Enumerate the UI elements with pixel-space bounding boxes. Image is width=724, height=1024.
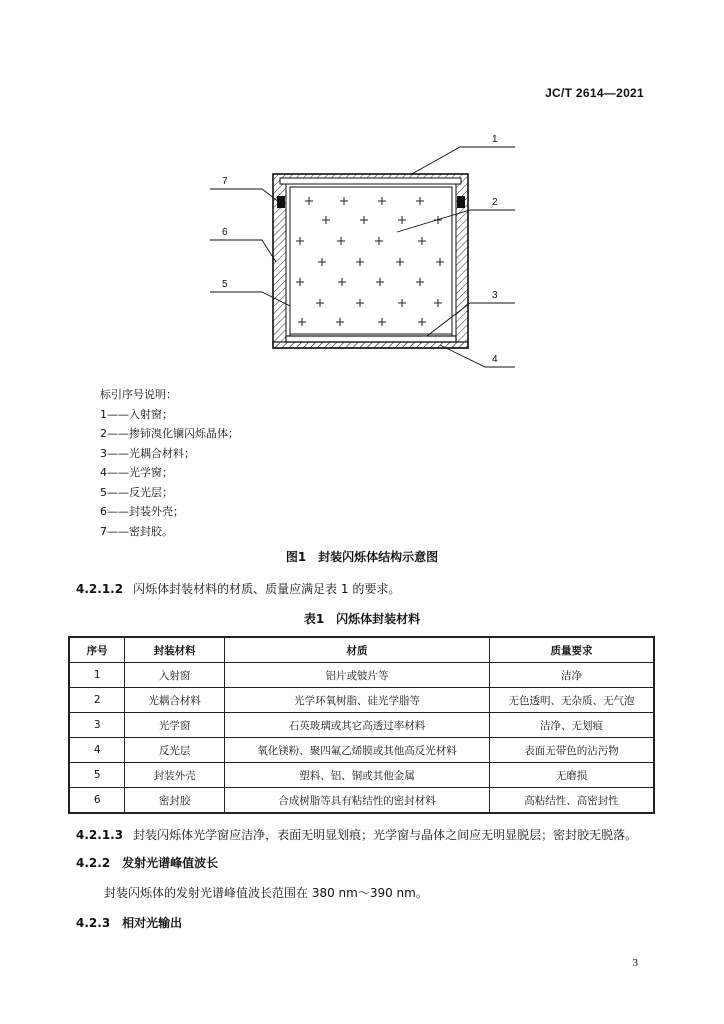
cell: 氧化镁粉、聚四氟乙烯膜或其他高反光材料 xyxy=(225,738,490,763)
legend-item: 4——光学窗； xyxy=(100,466,173,479)
cell: 4 xyxy=(69,738,125,763)
table-row xyxy=(69,738,654,763)
cell: 光学环氧树脂、硅光学脂等 xyxy=(225,688,490,713)
callout-7: 7 xyxy=(222,176,228,187)
cell: 高粘结性、高密封性 xyxy=(490,788,654,814)
cell: 塑料、铝、铜或其他金属 xyxy=(225,763,490,788)
legend-item: 5——反光层； xyxy=(100,485,173,499)
cell: 光学窗 xyxy=(125,713,225,738)
legend-item: 3——光耦合材料； xyxy=(100,446,195,460)
header-index: 序号 xyxy=(69,637,125,663)
figure-legend xyxy=(100,385,239,541)
standard-code: JC/T 2614—2021 xyxy=(545,86,644,100)
cell: 6 xyxy=(69,788,125,814)
page-number: 3 xyxy=(632,957,638,969)
cell: 铝片或铍片等 xyxy=(225,663,490,688)
encapsulated-scintillator-diagram xyxy=(0,0,724,380)
legend-item: 1——入射窗； xyxy=(100,407,173,421)
optical-window xyxy=(286,336,456,342)
cell: 合成树脂等具有粘结性的密封材料 xyxy=(225,788,490,814)
figure-caption: 图1 封装闪烁体结构示意图 xyxy=(285,550,439,564)
callout-1: 1 xyxy=(492,134,498,145)
legend-item: 7——密封胶。 xyxy=(100,524,173,538)
callout-6: 6 xyxy=(222,227,228,238)
sealant-right xyxy=(457,196,465,208)
sealant-left xyxy=(277,196,285,208)
clause-text: 封装闪烁体光学窗应洁净，表面无明显划痕；光学窗与晶体之间应无明显脱层；密封胶无脱落。 xyxy=(133,828,638,842)
table-title: 表1 闪烁体封装材料 xyxy=(303,612,421,626)
table-row xyxy=(69,713,654,738)
table-row xyxy=(69,763,654,788)
cell: 洁净 xyxy=(490,663,654,688)
cell: 3 xyxy=(69,713,125,738)
legend-title: 标引序号说明： xyxy=(100,388,177,401)
table-row xyxy=(69,788,654,814)
cell: 光耦合材料 xyxy=(125,688,225,713)
cell: 封装外壳 xyxy=(125,763,225,788)
clause-number: 4.2.1.3 xyxy=(76,828,124,842)
clause-4-2-1-3 xyxy=(76,826,637,843)
cell: 1 xyxy=(69,663,125,688)
cell: 无色透明、无杂质、无气泡 xyxy=(490,688,654,713)
cell: 洁净、无划痕 xyxy=(490,713,654,738)
cell: 5 xyxy=(69,763,125,788)
cell: 无磨损 xyxy=(490,763,654,788)
header-composition: 材质 xyxy=(225,637,490,663)
table-row xyxy=(69,663,654,688)
clause-number: 4.2.1.2 xyxy=(76,582,124,596)
header-material: 封装材料 xyxy=(125,637,225,663)
callout-4: 4 xyxy=(492,354,498,365)
clause-text: 闪烁体封装材料的材质、质量应满足表 1 的要求。 xyxy=(133,582,401,596)
table-row xyxy=(69,688,654,713)
callout-5: 5 xyxy=(222,279,228,290)
heading-4-2-3: 4.2.3 相对光输出 xyxy=(76,916,183,930)
table-header-row xyxy=(69,637,654,663)
cell: 密封胶 xyxy=(125,788,225,814)
clause-4-2-1-2 xyxy=(76,580,400,597)
materials-table xyxy=(68,636,655,814)
cell: 石英玻璃或其它高透过率材料 xyxy=(225,713,490,738)
clause-4-2-2-text: 封装闪烁体的发射光谱峰值波长范围在 380 nm～390 nm。 xyxy=(104,886,428,900)
cell: 2 xyxy=(69,688,125,713)
cell: 表面无带色的沾污物 xyxy=(490,738,654,763)
legend-item: 2——掺铈溴化镧闪烁晶体； xyxy=(100,427,239,440)
cell: 反光层 xyxy=(125,738,225,763)
cell: 入射窗 xyxy=(125,663,225,688)
legend-item: 6——封装外壳； xyxy=(100,505,184,518)
heading-4-2-2: 4.2.2 发射光谱峰值波长 xyxy=(76,856,219,870)
callout-3: 3 xyxy=(492,290,498,301)
callout-2: 2 xyxy=(492,197,498,208)
header-quality: 质量要求 xyxy=(490,637,654,663)
